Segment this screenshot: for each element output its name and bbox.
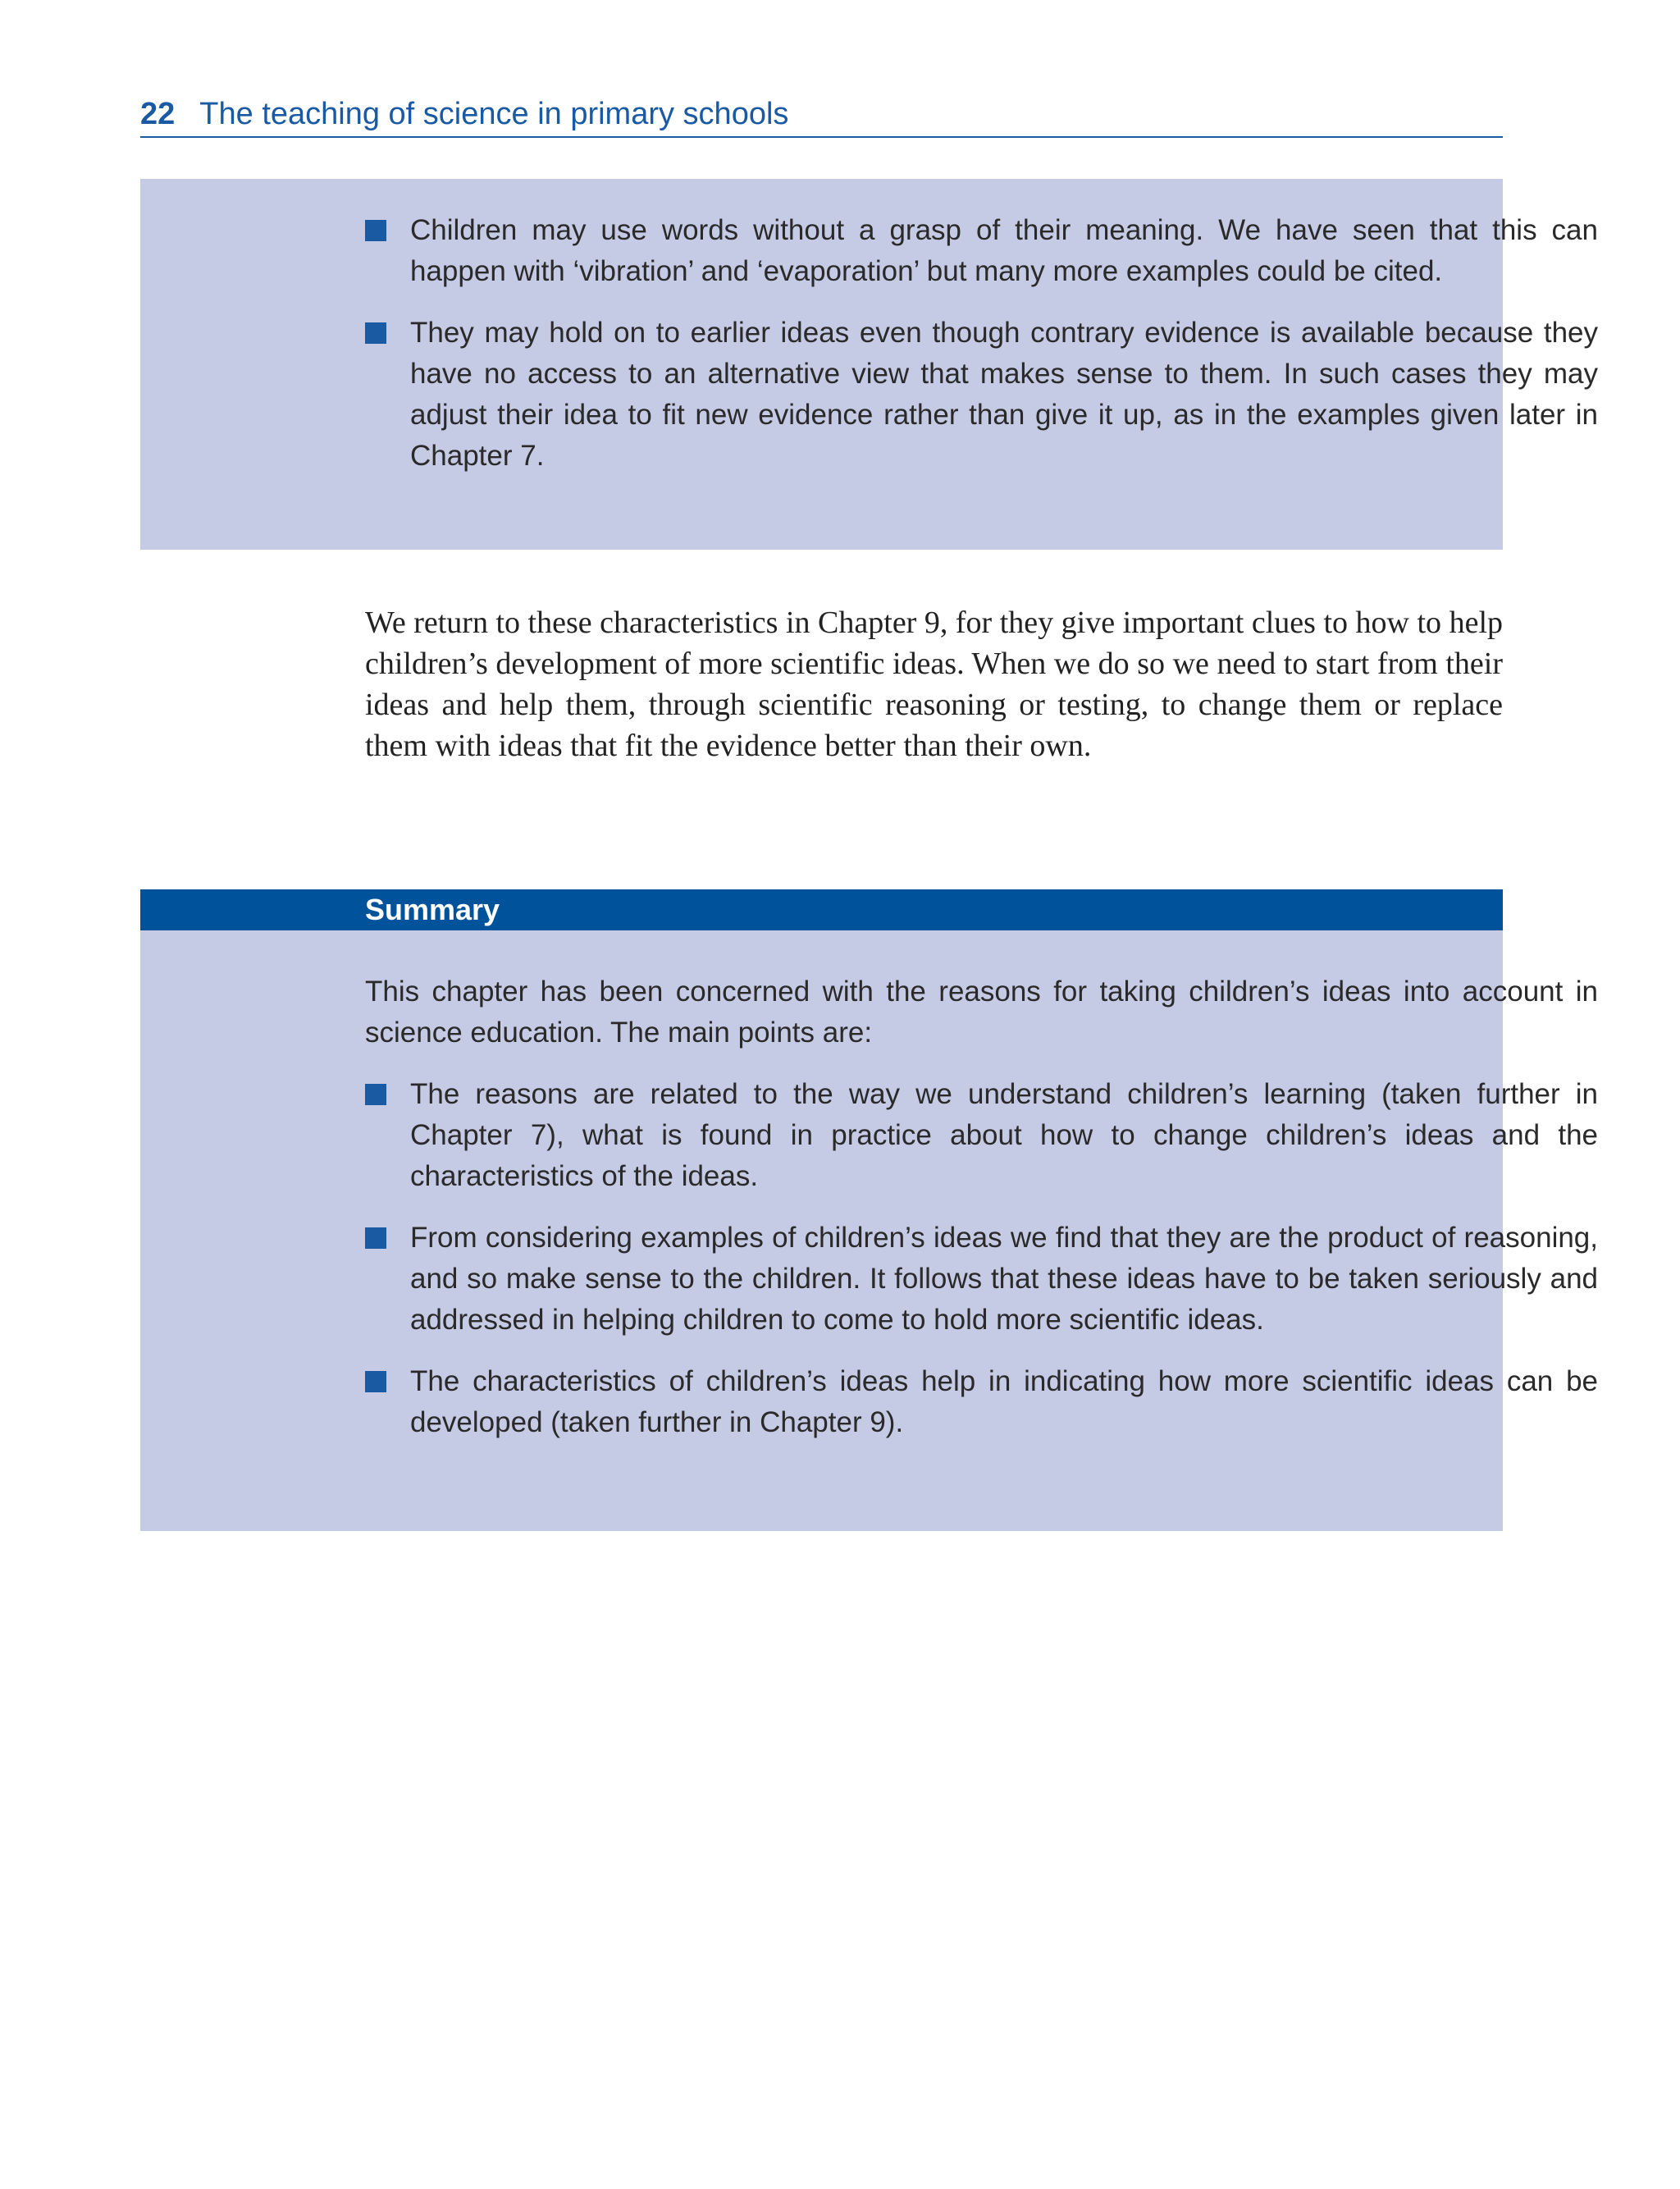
bullet-list	[365, 210, 1598, 497]
summary-box	[140, 889, 1598, 1531]
body-paragraph: We return to these characteristics in Chapter 9, for they give important clues to how to help children’s development of more scientific ideas. When we do so we need to start from their ideas and help them, through scientific reasoning or testing, to change them or replace them with ideas that fit the evidence better than their own.	[365, 606, 1503, 763]
list-item	[365, 210, 1598, 292]
summary-bullet-list	[365, 1074, 1598, 1464]
running-title: The teaching of science in primary schools	[199, 97, 789, 131]
running-head	[140, 92, 1503, 138]
square-bullet-icon	[365, 1084, 386, 1105]
list-item-text: The characteristics of children’s ideas help in indicating how more scientific ideas can be developed (taken further in Chapter 9).	[410, 1365, 1598, 1438]
key-points-box	[140, 179, 1598, 550]
square-bullet-icon	[365, 1227, 386, 1249]
list-item	[365, 313, 1598, 477]
square-bullet-icon	[365, 1371, 386, 1392]
list-item	[365, 1361, 1598, 1443]
summary-intro: This chapter has been concerned with the reasons for taking children’s ideas into account in science education. The main points are:	[365, 976, 1598, 1049]
page-number: 22	[140, 97, 176, 131]
list-item-text: They may hold on to earlier ideas even though contrary evidence is available because they have no access to an alternative view that makes sense to them. In such cases they may adjust their idea to fit new evidence rather than give it up, as in the examples given later in Chapter 7.	[410, 317, 1598, 472]
summary-header-bar	[140, 889, 1503, 930]
list-item	[365, 1074, 1598, 1197]
list-item-text: The reasons are related to the way we understand children’s learning (taken further in Chapter 7), what is found in practice about how to change children’s ideas and the characteristics of the ideas.	[410, 1078, 1598, 1192]
square-bullet-icon	[365, 220, 386, 241]
list-item-text: Children may use words without a grasp of their meaning. We have seen that this can happen with ‘vibration’ and ‘evaporation’ but many more examples could be cited.	[410, 214, 1598, 287]
square-bullet-icon	[365, 322, 386, 344]
list-item	[365, 1218, 1598, 1341]
list-item-text: From considering examples of children’s ideas we find that they are the product of reasoning, and so make sense to the children. It follows that these ideas have to be taken seriously and addressed in helping children to come to hold more scientific ideas.	[410, 1222, 1598, 1336]
summary-title: Summary	[365, 893, 500, 926]
